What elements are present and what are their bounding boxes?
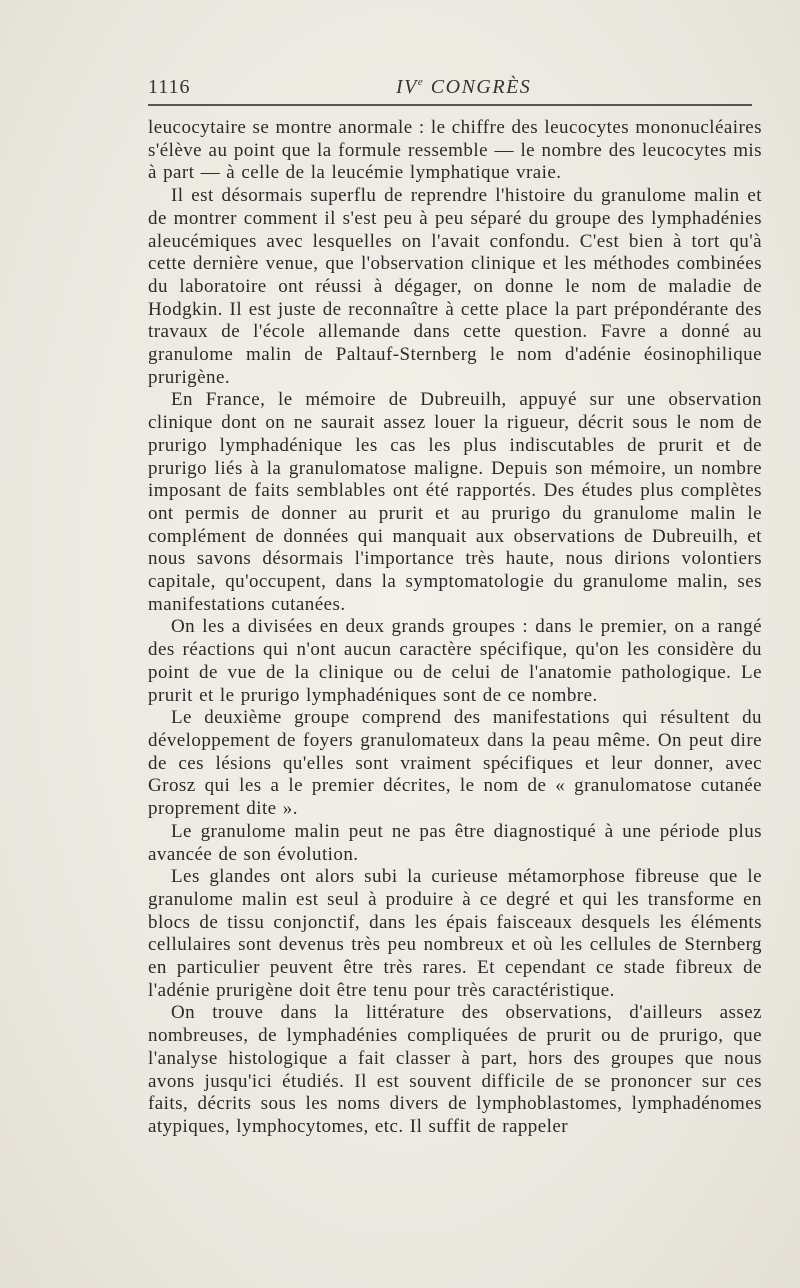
title-superscript: e xyxy=(417,76,425,88)
page-number: 1116 xyxy=(148,76,191,98)
paragraph: Les glandes ont alors subi la curieuse métamorphose fibreuse que le granulome malin est seul à produire à ce degré et qui les transforme en blocs de tissu conjonctif, dans les épais faisceaux desquels les éléments cellulaires sont devenus très peu nombreux et où les cellules de Sternberg en particulier peuvent être très rares. Et cependant ce stade fibreux de l'adénie prurigène doit être tenu pour très caractéristique. xyxy=(148,866,762,1001)
body-text xyxy=(148,117,762,1139)
paragraph: leucocytaire se montre anormale : le chiffre des leucocytes mononucléaires s'élève au point que la formule ressemble — le nombre des leucocytes mis à part — à celle de la leucémie lymphatique vraie. xyxy=(148,117,762,184)
paragraph: On trouve dans la littérature des observations, d'ailleurs assez nombreuses, de lymphadénies compliquées de prurit ou de prurigo, que l'analyse histologique a fait classer à part, hors des groupes que nous avons jusqu'ici étudiés. Il est souvent difficile de se prononcer sur ces faits, décrits sous les noms divers de lymphoblastomes, lymphadénomes atypiques, lymphocytomes, etc. Il suffit de rappeler xyxy=(148,1002,762,1137)
paragraph: Le deuxième groupe comprend des manifestations qui résultent du développement de foyers granulomateux dans la peau même. On peut dire de ces lésions qu'elles sont vraiment spécifiques et leur donner, avec Grosz qui les a le premier décrites, le nom de « granulomatose cutanée proprement dite ». xyxy=(148,707,762,820)
paragraph: On les a divisées en deux grands groupes : dans le premier, on a rangé des réactions qui n'ont aucun caractère spécifique, qu'on les considère du point de vue de la clinique ou de celui de l'anatomie pathologique. Le prurit et le prurigo lymphadéniques sont de ce nombre. xyxy=(148,616,762,706)
running-title xyxy=(396,76,531,99)
title-roman: IV xyxy=(396,76,418,98)
paragraph: Le granulome malin peut ne pas être diagnostiqué à une période plus avancée de son évolution. xyxy=(148,820,762,865)
paragraph: Il est désormais superflu de reprendre l'histoire du granulome malin et de montrer comment il s'est peu à peu séparé du groupe des lymphadénies aleucémiques avec lesquelles on l'avait confondu. C'est bien à tort qu'à cette dernière venue, que l'observation clinique et les méthodes combinées du laboratoire ont réussi à dégager, on donne le nom de maladie de Hodgkin. Il est juste de reconnaître à cette place la part prépondérante des travaux de l'école allemande dans cette question. Favre a donné au granulome malin de Paltauf-Sternberg le nom d'adénie éosinophilique prurigène. xyxy=(148,185,762,388)
running-header xyxy=(148,72,752,102)
paragraph: En France, le mémoire de Dubreuilh, appuyé sur une observation clinique dont on ne saurait assez louer la rigueur, décrit sous le nom de prurigo lymphadénique les cas les plus indiscutables de prurit et de prurigo liés à la granulomatose maligne. Depuis son mémoire, un nombre imposant de faits semblables ont été rapportés. Des études plus complètes ont permis de donner au prurit et au prurigo du granulome malin le complément de données qui manquait aux observations de Dubreuilh, et nous savons désormais l'importance très haute, nous dirions volontiers capitale, qu'occupent, dans la symptomatologie du granulome malin, ses manifestations cutanées. xyxy=(148,389,762,615)
header-rule xyxy=(148,104,752,106)
title-word: CONGRÈS xyxy=(430,76,532,98)
